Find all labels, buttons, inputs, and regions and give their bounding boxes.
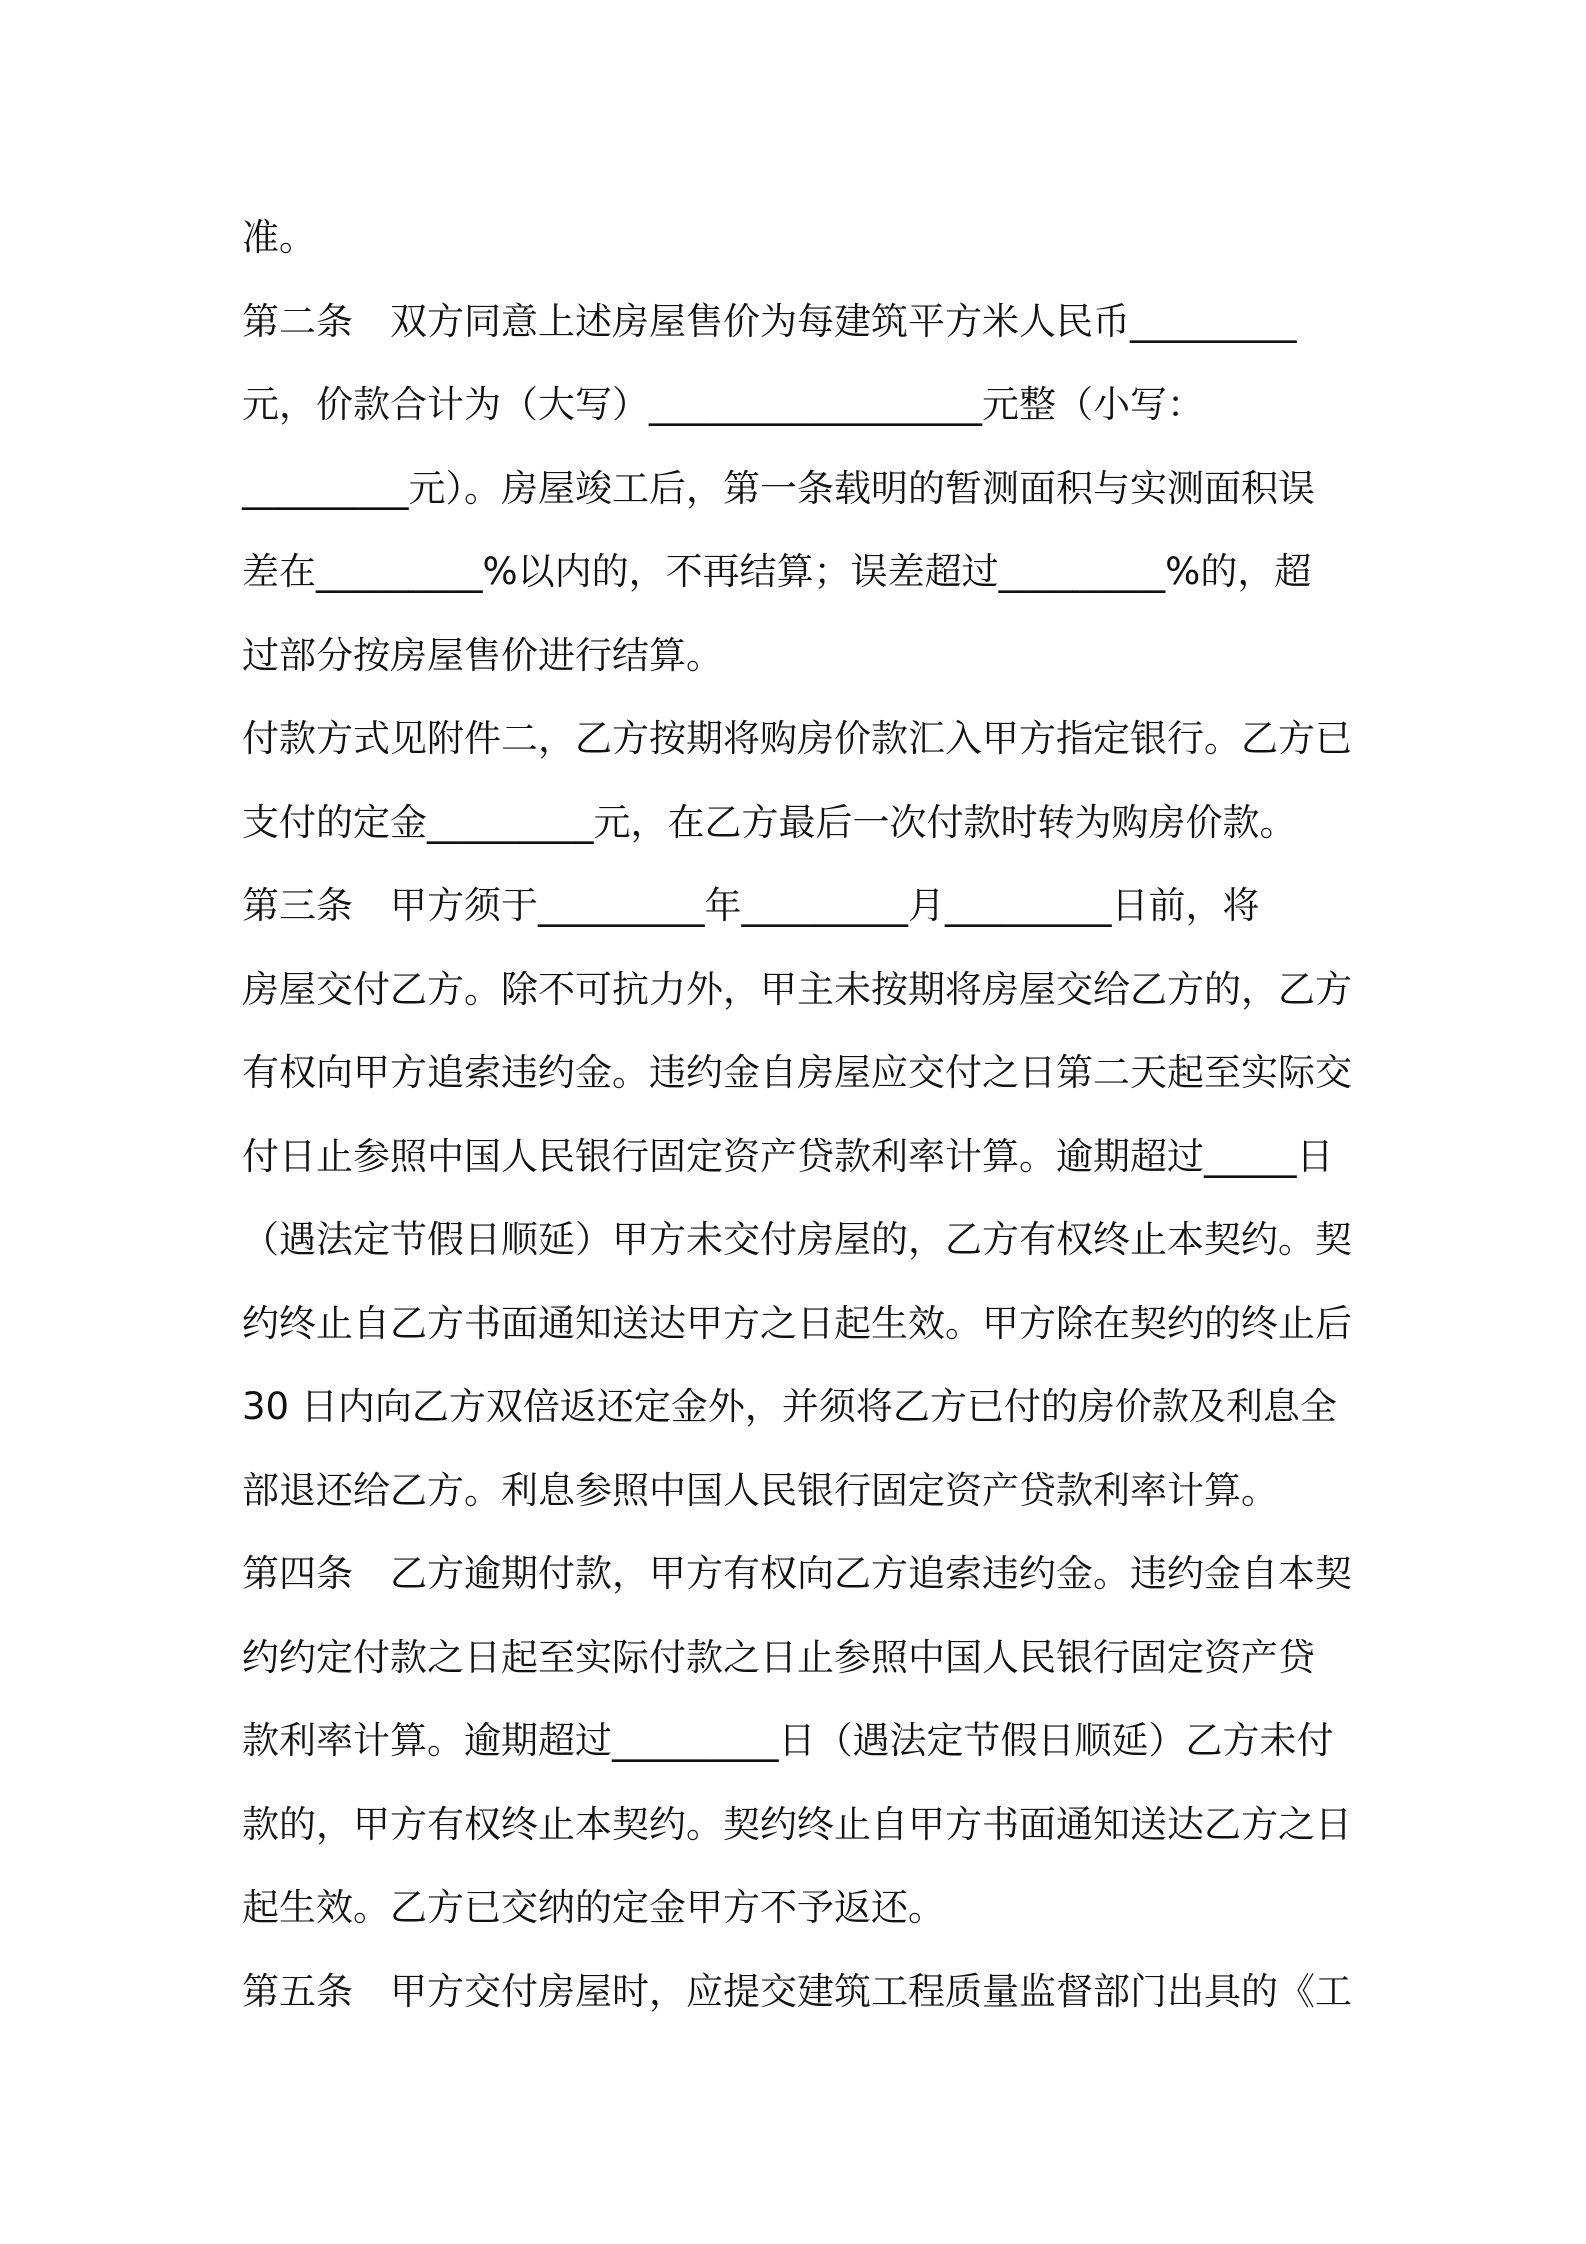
text-line: 30 日内向乙方双倍返还定金外，并须将乙方已付的房价款及利息全 — [242, 1385, 1337, 1428]
text-line: 过部分按房屋售价进行结算。 — [242, 633, 723, 677]
text-line: 第二条 双方同意上述房屋售价为每建筑平方米人民币_________ — [242, 299, 1297, 343]
contract-body — [242, 196, 1362, 2033]
text-line: 第五条 甲方交付房屋时，应提交建筑工程质量监督部门出具的《工 — [242, 1969, 1352, 2013]
text-line: 部退还给乙方。利息参照中国人民银行固定资产贷款利率计算。 — [242, 1468, 1278, 1512]
text-line: 房屋交付乙方。除不可抗力外，甲主未按期将房屋交给乙方的，乙方 — [242, 967, 1352, 1011]
text-line: 款利率计算。逾期超过_________日（遇法定节假日顺延）乙方未付 — [242, 1719, 1334, 1762]
text-line: 元，价款合计为（大写）__________________元整（小写： — [242, 383, 1204, 426]
text-line: 约约定付款之日起至实际付款之日止参照中国人民银行固定资产贷 — [242, 1635, 1315, 1679]
text-line: 约终止自乙方书面通知送达甲方之日起生效。甲方除在契约的终止后 — [242, 1301, 1352, 1345]
text-line: （遇法定节假日顺延）甲方未交付房屋的，乙方有权终止本契约。契 — [242, 1218, 1352, 1261]
text-line: 支付的定金_________元，在乙方最后一次付款时转为购房价款。 — [242, 800, 1297, 844]
text-line: 付日止参照中国人民银行固定资产贷款利率计算。逾期超过_____日 — [242, 1134, 1334, 1178]
text-line: _________元）。房屋竣工后，第一条载明的暂测面积与实测面积误 — [242, 466, 1315, 510]
text-line: 有权向甲方追索违约金。违约金自房屋应交付之日第二天起至实际交 — [242, 1051, 1352, 1094]
text-line: 准。 — [242, 216, 316, 259]
text-line: 差在_________%以内的，不再结算；误差超过_________%的，超 — [242, 550, 1312, 593]
text-line: 第四条 乙方逾期付款，甲方有权向乙方追索违约金。违约金自本契 — [242, 1552, 1352, 1595]
text-line: 第三条 甲方须于_________年_________月_________日前，将 — [242, 884, 1260, 927]
text-line: 起生效。乙方已交纳的定金甲方不予返还。 — [242, 1886, 945, 1929]
text-line: 款的，甲方有权终止本契约。契约终止自甲方书面通知送达乙方之日 — [242, 1802, 1352, 1846]
text-line: 付款方式见附件二，乙方按期将购房价款汇入甲方指定银行。乙方已 — [242, 717, 1352, 760]
